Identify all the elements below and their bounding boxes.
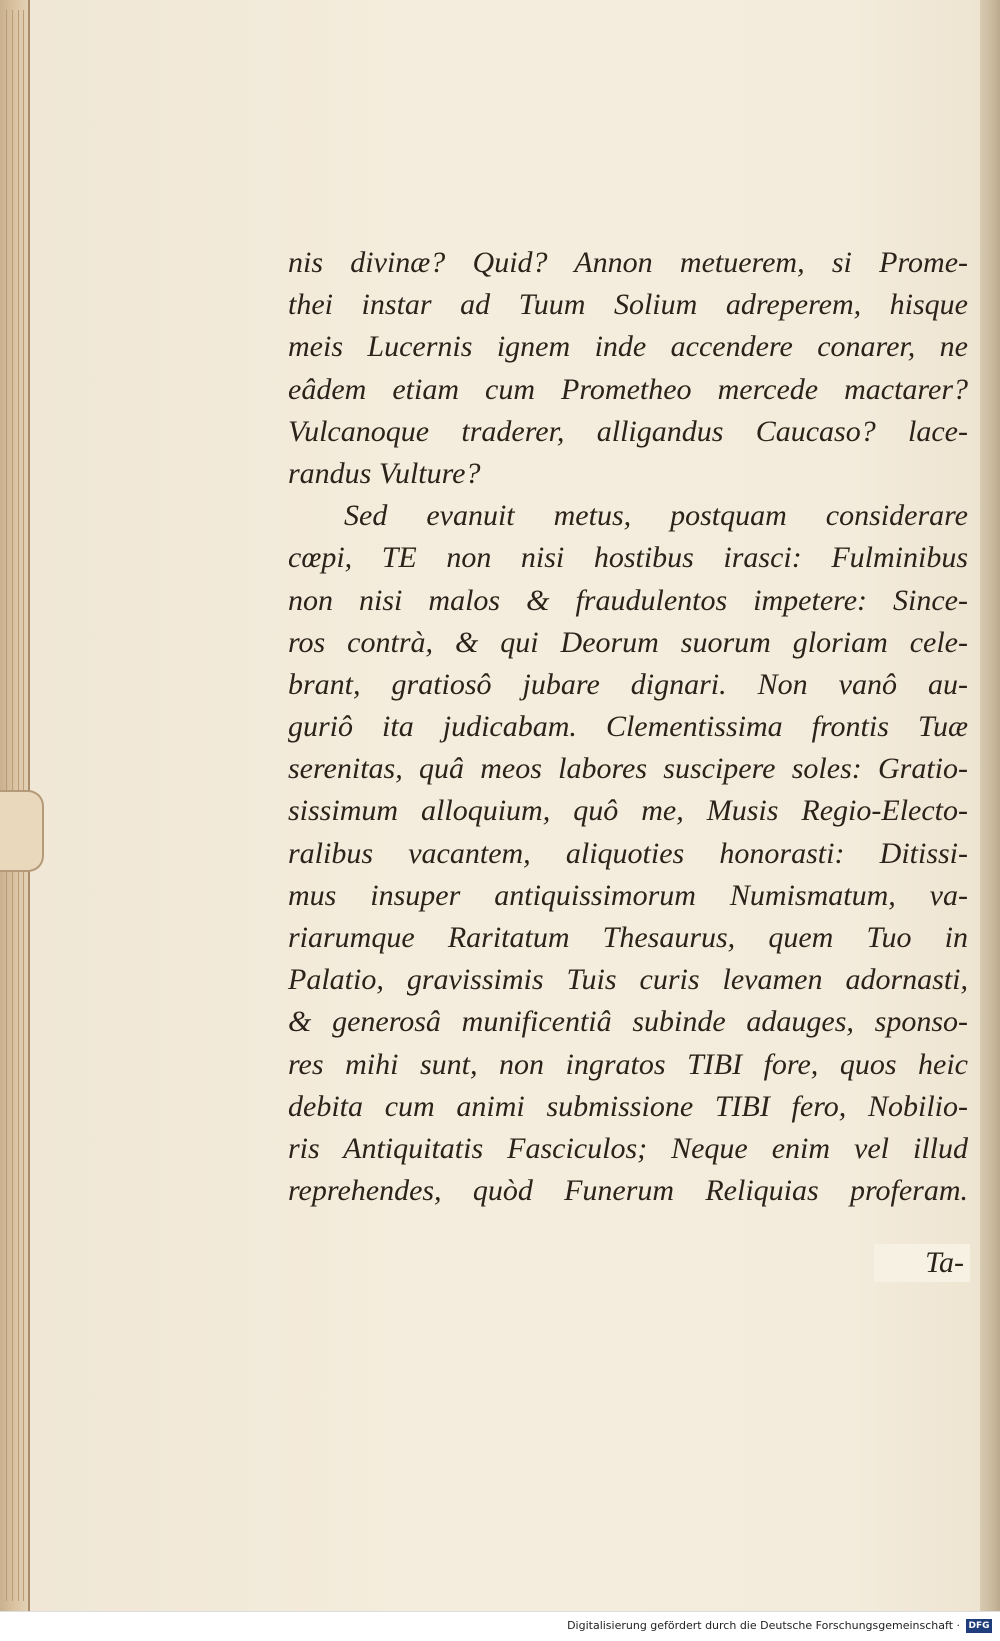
text-line: non nisi malos & fraudulentos impetere: Since- <box>288 583 968 617</box>
text-line: brant, gratiosô jubare dignari. Non vanô au- <box>288 667 968 701</box>
text-line: res mihi sunt, non ingratos TIBI fore, quos heic <box>288 1047 968 1081</box>
dfg-logo-icon: DFG <box>966 1619 992 1633</box>
book-edge-right <box>980 0 1000 1612</box>
page-text-block <box>288 242 968 1212</box>
text-line: ris Antiquitatis Fasciculos; Neque enim vel illud <box>288 1131 968 1165</box>
text-line: ros contrà, & qui Deorum suorum gloriam cele- <box>288 625 968 659</box>
text-line: meis Lucernis ignem inde accendere conarer, ne <box>288 330 968 364</box>
text-line: randus Vulture? <box>288 456 481 490</box>
text-line: guriô ita judicabam. Clementissima frontis Tuæ <box>288 710 968 744</box>
catchword: Ta- <box>874 1244 970 1282</box>
text-line: nis divinæ? Quid? Annon metuerem, si Prome- <box>288 246 968 279</box>
text-line: cœpi, TE non nisi hostibus irasci: Fulminibus <box>288 541 968 575</box>
text-line: eâdem etiam cum Prometheo mercede mactarer? <box>288 372 968 406</box>
text-line: Palatio, gravissimis Tuis curis levamen adornasti, <box>288 963 968 997</box>
text-line: mus insuper antiquissimorum Numismatum, va- <box>288 878 968 912</box>
text-line: reprehendes, quòd Funerum Reliquias proferam. <box>288 1174 968 1208</box>
text-line: ralibus vacantem, aliquoties honorasti: Ditissi- <box>288 836 968 870</box>
text-line: thei instar ad Tuum Solium adreperem, hisque <box>288 288 968 322</box>
digitization-footer <box>0 1611 1000 1641</box>
text-line: riarumque Raritatum Thesaurus, quem Tuo in <box>288 921 968 954</box>
text-line: & generosâ munificentiâ subinde adauges, sponso- <box>288 1005 968 1039</box>
text-line: sissimum alloquium, quô me, Musis Regio-Electo- <box>288 794 968 828</box>
text-line: serenitas, quâ meos labores suscipere soles: Gratio- <box>288 752 968 786</box>
text-line: debita cum animi submissione TIBI fero, Nobilio- <box>288 1089 968 1123</box>
text-line: Vulcanoque traderer, alligandus Caucaso? lace- <box>288 414 968 448</box>
page-tab-marker <box>0 790 44 872</box>
text-line: Sed evanuit metus, postquam considerare <box>344 499 968 533</box>
footer-credit: Digitalisierung gefördert durch die Deutsche Forschungsgemeinschaft · <box>567 1619 960 1632</box>
